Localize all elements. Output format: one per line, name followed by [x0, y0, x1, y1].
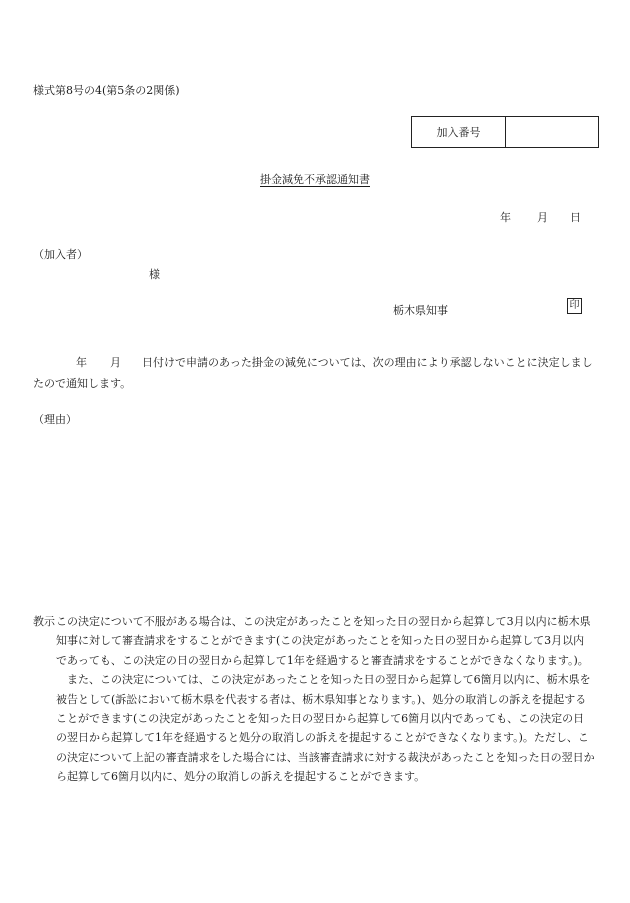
sender-name: 栃木県知事 — [393, 304, 448, 317]
date-month: 月 — [537, 211, 548, 224]
reason-label: （理由） — [33, 413, 77, 426]
body-month: 月 — [110, 356, 121, 369]
membership-number-box — [411, 116, 599, 148]
date-day: 日 — [570, 211, 581, 224]
notice-paragraph-1-text: この決定について不服がある場合は、この決定があったことを知った日の翌日から起算して3月以内に栃木県知事に対して審査請求をすることができます(この決定があったことを知った日の翌日から起算して3月以内であっても、この決定の日の翌日から起算して1年を経過すると審査請求をすることができなくなります。)。 — [56, 615, 591, 667]
body-paragraph — [33, 352, 595, 394]
appeal-notice — [33, 612, 595, 787]
seal-mark: 印 — [567, 298, 582, 314]
body-year: 年 — [76, 356, 87, 369]
date-year: 年 — [500, 211, 511, 224]
notice-label: 教示 — [33, 615, 55, 628]
body-text: 日付けで申請のあった掛金の減免については、次の理由により承認しないことに決定しましたので通知します。 — [33, 356, 593, 390]
notice-paragraph-2: また、この決定については、この決定があったことを知った日の翌日から起算して6箇月以内に、栃木県を被告として(訴訟において栃木県を代表する者は、栃木県知事となります。)、処分の取消しの訴えを提起することができます(この決定があったことを知った日の翌日から起算して6箇月以内であっても、この決定の日の翌日から起算して1年を経過すると処分の取消しの訴えを提起することができなくなります。)。ただし、この決定について上記の審査請求をした場合には、当該審査請求に対する裁決があったことを知った日の翌日から起算して6箇月以内に、処分の取消しの訴えを提起することができます。 — [56, 673, 595, 784]
notice-paragraph-1 — [33, 612, 595, 670]
membership-number-label: 加入番号 — [412, 117, 506, 147]
membership-number-value — [506, 117, 598, 147]
form-number-label: 様式第8号の4(第5条の2関係) — [33, 84, 180, 97]
document-title-text: 掛金減免不承認通知書 — [260, 173, 370, 186]
recipient-label: （加入者） — [33, 248, 88, 261]
recipient-honorific: 様 — [149, 268, 160, 281]
document-title — [0, 171, 630, 187]
